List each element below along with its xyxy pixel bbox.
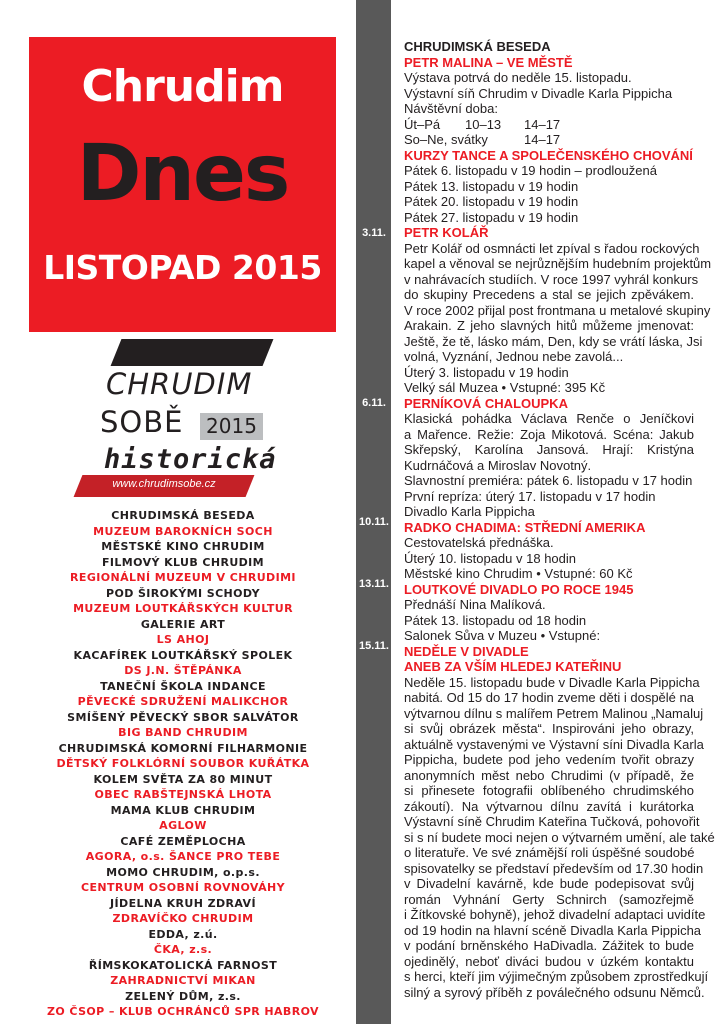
event-text-line: do skupiny Precedens a stal se jejich zpěvákem. [404,287,694,302]
organization-item: OBEC RABŠTEJNSKÁ LHOTA [94,788,272,801]
organization-item: MOMO CHRUDIM, o.p.s. [106,865,260,879]
event-text-line: spisovatelky se představí především od 17.30 hodin [404,860,704,876]
event-text-line: si svůj obrázek města“. Inspirováni jeho obrazy, [404,721,694,736]
event-radko-chadima [404,520,694,582]
organization-item: AGLOW [159,819,207,832]
event-line: Výstava potrvá do neděle 15. listopadu. [404,70,632,85]
organization-item: DĚTSKÝ FOLKLÓRNÍ SOUBOR KUŘÁTKA [56,757,310,770]
event-line: Přednáší Nina Malíková. [404,597,546,612]
organization-item: CHRUDIMSKÁ BESEDA [111,509,255,522]
organization-item: PĚVECKÉ SDRUŽENÍ MALIKCHOR [77,695,289,708]
event-text-line: a Mařence. Režie: Zoja Mikotová. Scéna: Jakub [404,426,694,442]
hours-days: Út–Pá [404,116,441,132]
event-line: Pátek 13. listopadu v 19 hodin [404,178,579,194]
organization-item: JÍDELNA KRUH ZDRAVÍ [110,896,256,910]
organization-item: TANEČNÍ ŠKOLA INDANCE [100,679,266,693]
event-title: LOUTKOVÉ DIVADLO PO ROCE 1945 [404,581,634,597]
event-line: Úterý 10. listopadu v 18 hodin [404,550,576,566]
opening-hours-row [404,132,694,148]
logo-year: 2015 [200,413,263,440]
logo-url-link[interactable]: www.chrudimsobe.cz [112,478,216,490]
event-text-line: od 19 hodin na hlavní scéně Divadla Karla Pippicha [404,922,702,938]
organization-item: LS AHOJ [156,633,210,646]
event-text-line: výtvarnou dílnu s malířem Petrem Malinou „Namaluj [404,705,704,721]
event-text-line: Skřepský, Karolína Jansová. Hrají: Kristýna [404,442,694,457]
event-text-line: zákoutí). Na výtvarnou dílnu zavítá i kurátorka [404,798,694,814]
organization-item: AGORA, o.s. ŠANCE PRO TEBE [85,850,281,863]
event-line: První repríza: úterý 17. listopadu v 17 hodin [404,488,656,504]
organization-item: CHRUDIMSKÁ KOMORNÍ FILHARMONIE [58,741,308,755]
organizations-list [22,508,344,1020]
organization-item: REGIONÁLNÍ MUZEUM V CHRUDIMI [70,571,296,584]
event-nedele-v-divadle [404,643,715,1001]
organization-item: POD ŠIROKÝMI SCHODY [105,586,261,600]
event-line: Salonek Sůva v Muzeu • Vstupné: [404,628,601,643]
event-line: Úterý 3. listopadu v 19 hodin [404,364,569,380]
event-text-line: v Divadelní kavárně, kde bude podepisovat svůj [404,876,694,891]
event-title: KURZY TANCE A SPOLEČENSKÉHO CHOVÁNÍ [404,147,693,163]
event-text-line: Klasická pohádka Václava Renče o Jeníčkovi [404,411,694,426]
event-text-line: Kudrnáčová a Miroslav Novotný. [404,457,592,473]
event-text-line: anonymních měst nebo Chrudimi (v případě, že [404,767,694,783]
logo-line1: CHRUDIM [106,367,253,401]
event-text-line: si přinesete fotografii oblíbeného chrudimského [404,783,694,798]
event-line: Městské kino Chrudim • Vstupné: 60 Kč [404,566,633,581]
event-subtitle: ANEB ZA VŠÍM HLEDEJ KATEŘINU [404,659,622,674]
event-line: Výstavní síň Chrudim v Divadle Karla Pippicha [404,85,673,101]
organization-item: ZAHRADNICTVÍ MIKAN [110,974,256,987]
event-text-line: román Vyhnání Gerty Schnirch (samozřejmě [404,891,694,907]
event-title: NEDĚLE V DIVADLE [404,643,529,659]
masthead-title-line1: Chrudim [81,61,284,112]
logo-line2: SOBĚ [100,405,184,439]
event-line: Pátek 27. listopadu v 19 hodin [404,209,579,225]
date-label: 10.11. [359,516,389,528]
event-title: PETR MALINA – VE MĚSTĚ [404,54,573,70]
logo-black-bar [111,339,274,366]
event-line: Cestovatelská přednáška. [404,535,554,550]
organization-item: KACAFÍREK LOUTKÁŘSKÝ SPOLEK [73,648,293,662]
date-label: 13.11. [359,578,389,590]
event-text-line: Arakain. Z jeho slavných hitů můžeme jmenovat: [404,318,694,333]
organization-item: DS J.N. ŠTĚPÁNKA [124,664,242,677]
organization-item: MUZEUM LOUTKÁŘSKÝCH KULTUR [73,602,293,615]
organization-item: ZELENÝ DŮM, z.s. [125,989,241,1003]
organization-item: KOLEM SVĚTA ZA 80 MINUT [93,772,273,786]
event-text-line: nabitá. Od 15 do 17 hodin zveme děti i dospělé na [404,690,694,705]
event-text-line: Ještě, že tě, lásko mám, Den, kdy se vrátí láska, Jsi [404,333,703,349]
organization-item: ZO ČSOP – KLUB OCHRÁNCŮ SPR HABROV [47,1005,319,1018]
logo-line3: historická [104,444,277,475]
organization-item: MUZEUM BAROKNÍCH SOCH [93,524,273,538]
event-loutkove-divadlo [404,582,694,644]
organization-item: CAFÉ ZEMĚPLOCHA [120,834,246,848]
organization-item: CENTRUM OSOBNÍ ROVNOVÁHY [81,881,285,894]
event-petr-malina [404,55,694,148]
chrudim-sobe-logo [100,339,277,497]
event-text-line: Neděle 15. listopadu bude v Divadle Karla Pippicha [404,674,700,690]
event-pernikova-chaloupka [404,396,694,520]
masthead-title-line2: Dnes [76,129,289,219]
organization-item: ŘÍMSKOKATOLICKÁ FARNOST [88,958,278,972]
organization-item: EDDA, z.ú. [148,927,218,941]
organization-item: MAMA KLUB CHRUDIM [110,803,256,817]
hours-days: So–Ne, svátky [404,132,488,147]
organization-item: GALERIE ART [140,617,226,631]
program-column [404,39,715,1000]
hours-afternoon: 14–17 [524,132,561,147]
event-text-line: V roce 2002 přijal post frontmana u metalové skupiny [404,302,711,318]
opening-hours-row [404,117,694,133]
organization-item: MĚSTSKÉ KINO CHRUDIM [101,540,265,553]
event-title: PETR KOLÁŘ [404,225,489,240]
date-label: 3.11. [362,227,386,239]
hours-afternoon: 14–17 [524,116,561,132]
section-heading: CHRUDIMSKÁ BESEDA [404,39,551,54]
event-title: PERNÍKOVÁ CHALOUPKA [404,395,568,411]
event-text-line: Výstavní síně Chrudim Kateřina Tučková, pohovořit [404,814,700,829]
event-line: Pátek 20. listopadu v 19 hodin [404,194,579,209]
organization-item: ČKA, z.s. [153,943,213,956]
hours-morning: 10–13 [465,116,502,132]
event-line: Velký sál Muzea • Vstupné: 395 Kč [404,380,606,395]
date-label: 15.11. [359,640,389,652]
organization-item: BIG BAND CHRUDIM [118,726,248,739]
organization-item: SMÍŠENÝ PĚVECKÝ SBOR SALVÁTOR [67,710,299,724]
date-divider [356,0,391,1024]
event-line: Slavnostní premiéra: pátek 6. listopadu v 17 hodin [404,473,693,488]
event-title: RADKO CHADIMA: STŘEDNÍ AMERIKA [404,519,646,535]
event-line: Návštěvní doba: [404,101,498,116]
event-line: Pátek 6. listopadu v 19 hodin – prodloužená [404,163,657,178]
event-line: Pátek 13. listopadu od 18 hodin [404,612,587,628]
date-label: 6.11. [362,397,386,409]
event-text-line: volná, Vyznání, Jednou nebe zavolá... [404,349,624,364]
event-line: Divadlo Karla Pippicha [404,504,535,519]
event-text-line: v podání brněnského HaDivadla. Zážitek to bude [404,938,694,953]
organization-item: ZDRAVÍČKO CHRUDIM [112,912,254,925]
event-text-line: silný a syrový příběh z poválečného odsunu Němců. [404,984,705,1000]
event-text-line: ojedinělý, neboť diváci budou v úzkém kontaktu [404,953,694,969]
event-text-line: o literatuře. Ve své známější roli úspěšné soudobé [404,845,695,860]
event-text-line: v nahrávacích studiích. V roce 1997 vyhrál konkurs [404,271,699,287]
event-text-line: aktuálně vystavenými ve Výstavní síni Divadla Karla [404,736,704,752]
event-text-line: Pippicha, budete pod jeho vedením tvořit obrazy [404,752,694,767]
masthead-month: LISTOPAD 2015 [43,248,322,287]
event-text-line: si s ní budete moci nejen o výtvarném umění, ale také [404,829,715,845]
event-text-line: s herci, kteří jim výjimečným způsobem zprostředkují [404,969,709,984]
event-text-line: kapel a věnoval se nejrůznějším hudebním projektům [404,256,712,271]
event-text-line: i Žítkovské bohyně), jehož divadelní adaptaci uvidíte [404,907,706,922]
event-text-line: Petr Kolář od osmnácti let zpíval s řadou rockových [404,240,700,256]
organization-item: FILMOVÝ KLUB CHRUDIM [101,555,265,569]
event-kurzy-tance [404,148,694,226]
masthead [29,37,336,332]
event-petr-kolar [404,225,712,396]
